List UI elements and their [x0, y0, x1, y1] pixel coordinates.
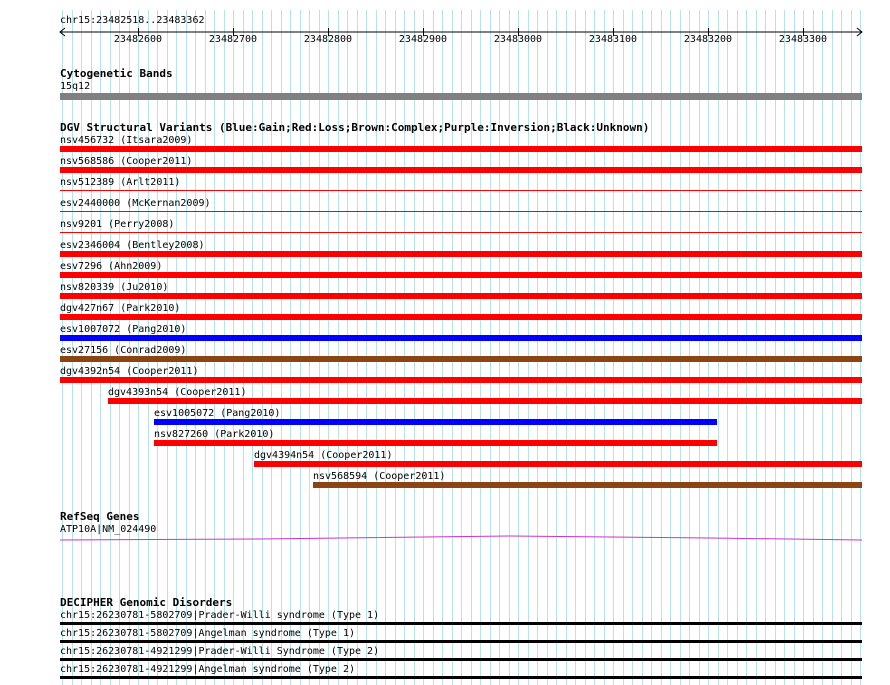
grid-line [623, 10, 624, 685]
dgv-variant-label: nsv512389 (Arlt2011) [60, 177, 181, 188]
grid-line [803, 10, 804, 685]
grid-line [480, 10, 481, 685]
ruler-tick-label: 23483100 [588, 34, 638, 45]
grid-line [746, 10, 747, 685]
grid-line [461, 10, 462, 685]
ruler-tick-label: 23483200 [683, 34, 733, 45]
dgv-variant-bar[interactable] [108, 398, 862, 404]
dgv-variant-bar[interactable] [60, 272, 862, 278]
decipher-title: DECIPHER Genomic Disorders [60, 596, 233, 609]
grid-line [366, 10, 367, 685]
ruler-tick-label: 23483000 [493, 34, 543, 45]
grid-line [613, 10, 614, 685]
ruler-tick-label: 23482700 [208, 34, 258, 45]
grid-line [680, 10, 681, 685]
grid-line [727, 10, 728, 685]
dgv-variant-bar[interactable] [60, 167, 862, 173]
dgv-variant-label: esv27156 (Conrad2009) [60, 345, 187, 356]
decipher-disorder-bar[interactable] [60, 676, 862, 679]
grid-line [756, 10, 757, 685]
dgv-variant-label: nsv820339 (Ju2010) [60, 282, 169, 293]
grid-line [357, 10, 358, 685]
dgv-variant-label: esv1005072 (Pang2010) [154, 408, 281, 419]
grid-line [319, 10, 320, 685]
ruler-axis[interactable] [56, 25, 866, 41]
dgv-variant-label: nsv568594 (Cooper2011) [313, 471, 446, 482]
locus-label: chr15:23482518..23483362 [60, 15, 205, 26]
dgv-variant-label: nsv827260 (Park2010) [154, 429, 275, 440]
grid-line [300, 10, 301, 685]
grid-line [556, 10, 557, 685]
dgv-variant-label: dgv427n67 (Park2010) [60, 303, 181, 314]
grid-line [271, 10, 272, 685]
grid-line [224, 10, 225, 685]
grid-line [490, 10, 491, 685]
dgv-variant-bar[interactable] [60, 314, 862, 320]
dgv-variant-label: nsv456732 (Itsara2009) [60, 135, 193, 146]
grid-line [775, 10, 776, 685]
grid-line [699, 10, 700, 685]
dgv-variant-label: esv1007072 (Pang2010) [60, 324, 187, 335]
grid-line [309, 10, 310, 685]
dgv-variant-label: nsv9201 (Perry2008) [60, 219, 175, 230]
grid-line [452, 10, 453, 685]
dgv-variant-bar[interactable] [60, 232, 862, 233]
grid-line [832, 10, 833, 685]
dgv-variant-bar[interactable] [60, 335, 862, 341]
grid-line [347, 10, 348, 685]
grid-line [414, 10, 415, 685]
grid-line [404, 10, 405, 685]
dgv-variant-label: nsv568586 (Cooper2011) [60, 156, 193, 167]
grid-line [423, 10, 424, 685]
dgv-variant-label: dgv4392n54 (Cooper2011) [60, 366, 199, 377]
grid-line [281, 10, 282, 685]
grid-line [376, 10, 377, 685]
grid-line [385, 10, 386, 685]
grid-line [661, 10, 662, 685]
grid-line [860, 10, 861, 685]
grid-line [718, 10, 719, 685]
grid-line [243, 10, 244, 685]
decipher-disorder-bar[interactable] [60, 658, 862, 661]
grid-line [252, 10, 253, 685]
refseq-title: RefSeq Genes [60, 510, 140, 523]
grid-line [651, 10, 652, 685]
grid-line [670, 10, 671, 685]
dgv-variant-label: esv7296 (Ahn2009) [60, 261, 163, 272]
grid-line [689, 10, 690, 685]
grid-line [708, 10, 709, 685]
grid-line [822, 10, 823, 685]
grid-line [205, 10, 206, 685]
grid-line [566, 10, 567, 685]
grid-line [594, 10, 595, 685]
grid-line [537, 10, 538, 685]
decipher-disorder-bar[interactable] [60, 622, 862, 625]
ruler-tick-label: 23483300 [778, 34, 828, 45]
grid-line [499, 10, 500, 685]
dgv-variant-bar[interactable] [60, 146, 862, 152]
decipher-disorder-label: chr15:26230781-4921299|Prader-Willi Syndrome (Type 2) [60, 646, 380, 657]
decipher-disorder-label: chr15:26230781-5802709|Angelman syndrome (Type 1) [60, 628, 356, 639]
grid-line [262, 10, 263, 685]
grid-line [442, 10, 443, 685]
dgv-variant-label: esv2440000 (McKernan2009) [60, 198, 211, 209]
dgv-variant-label: esv2346004 (Bentley2008) [60, 240, 205, 251]
decipher-disorder-bar[interactable] [60, 640, 862, 643]
grid-line [290, 10, 291, 685]
grid-line [604, 10, 605, 685]
grid-line [813, 10, 814, 685]
grid-line [338, 10, 339, 685]
refseq-gene-line[interactable] [60, 534, 862, 544]
grid-line [395, 10, 396, 685]
grid-line [632, 10, 633, 685]
dgv-title: DGV Structural Variants (Blue:Gain;Red:Loss;Brown:Complex;Purple:Inversion;Black:Unknown) [60, 121, 650, 134]
ruler-tick-label: 23482600 [113, 34, 163, 45]
grid-line [737, 10, 738, 685]
dgv-variant-bar[interactable] [154, 419, 717, 425]
grid-line [765, 10, 766, 685]
grid-line [851, 10, 852, 685]
grid-line [214, 10, 215, 685]
cytoband-label: 15q12 [60, 81, 91, 92]
ruler-tick-label: 23482800 [303, 34, 353, 45]
grid-line [528, 10, 529, 685]
cytoband-bar[interactable] [60, 93, 862, 100]
grid-line [642, 10, 643, 685]
refseq-gene-label: ATP10A|NM_024490 [60, 524, 157, 535]
grid-line [784, 10, 785, 685]
grid-line [794, 10, 795, 685]
ruler-tick-label: 23482900 [398, 34, 448, 45]
dgv-variant-bar[interactable] [313, 482, 862, 488]
dgv-variant-bar[interactable] [254, 461, 862, 467]
grid-line [328, 10, 329, 685]
grid-line [433, 10, 434, 685]
grid-line [233, 10, 234, 685]
decipher-disorder-label: chr15:26230781-4921299|Angelman syndrome (Type 2) [60, 664, 356, 675]
grid-line [841, 10, 842, 685]
grid-line [195, 10, 196, 685]
dgv-variant-bar[interactable] [60, 377, 862, 383]
dgv-variant-bar[interactable] [154, 440, 717, 446]
dgv-variant-bar[interactable] [60, 211, 862, 212]
decipher-disorder-label: chr15:26230781-5802709|Prader-Willi syndrome (Type 1) [60, 610, 380, 621]
dgv-variant-label: dgv4394n54 (Cooper2011) [254, 450, 393, 461]
grid-line [509, 10, 510, 685]
dgv-variant-bar[interactable] [60, 293, 862, 299]
grid-line [518, 10, 519, 685]
grid-line [585, 10, 586, 685]
grid-line [575, 10, 576, 685]
dgv-variant-label: dgv4393n54 (Cooper2011) [108, 387, 247, 398]
cytogenetic-title: Cytogenetic Bands [60, 67, 173, 80]
grid-line [471, 10, 472, 685]
dgv-variant-bar[interactable] [60, 190, 862, 191]
grid-line [547, 10, 548, 685]
dgv-variant-bar[interactable] [60, 356, 862, 362]
dgv-variant-bar[interactable] [60, 251, 862, 257]
